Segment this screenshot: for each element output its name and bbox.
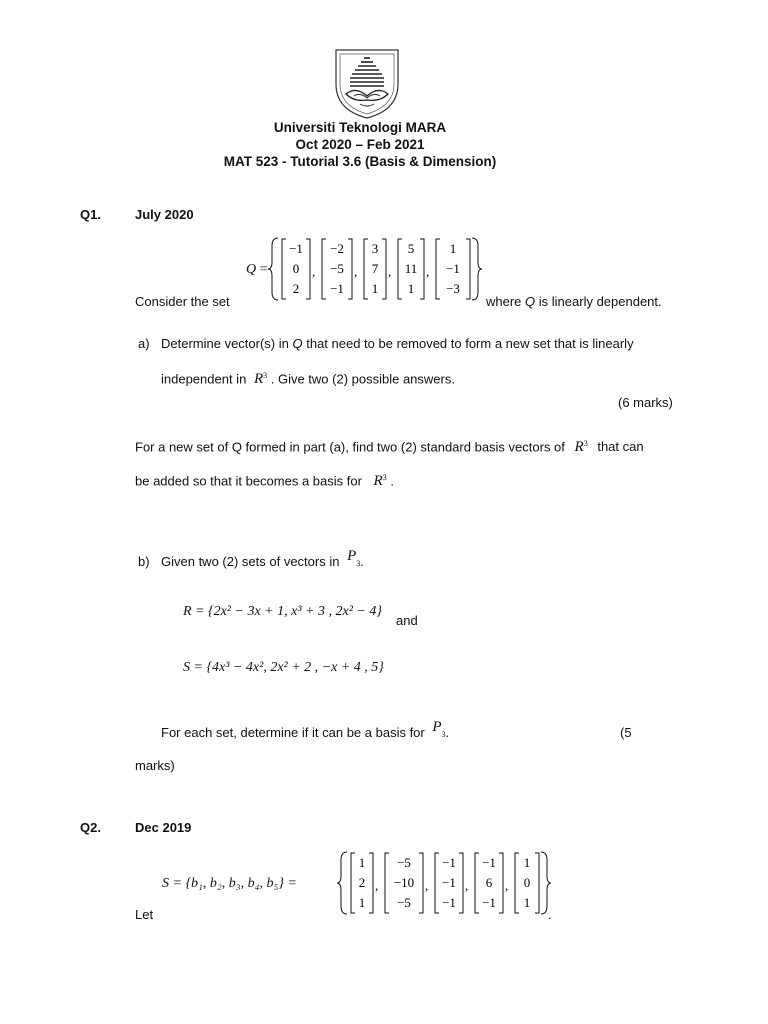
- q1-vector-open-brace: [268, 238, 278, 300]
- q2-vector-entry: −1: [442, 855, 456, 870]
- q2-vector-bracket-left: [351, 853, 355, 913]
- q2-source: Dec 2019: [135, 820, 192, 835]
- q1a-label: a): [138, 336, 150, 351]
- q1-vector-comma: ,: [388, 264, 392, 279]
- q2-vector-entry: −1: [442, 895, 456, 910]
- q1-vector-bracket-left: [322, 239, 326, 299]
- q2-vector-entry: −1: [482, 855, 496, 870]
- q1-vector-entry: −1: [330, 281, 344, 296]
- q1a-line1: Determine vector(s) in Q that need to be removed to form a new set that is linearly: [161, 336, 634, 351]
- q1-para-line1: For a new set of Q formed in part (a), find two (2) standard basis vectors of $R^3$ that can: [135, 439, 644, 456]
- r3-symbol: R: [253, 371, 264, 388]
- q1-vector-entry: −2: [330, 241, 344, 256]
- q2-end: .: [548, 907, 552, 922]
- q1-vector-comma: ,: [354, 264, 358, 279]
- q1-vector-entry: 1: [371, 281, 379, 296]
- q2-vector-entry: 0: [523, 875, 531, 890]
- and-text: and: [396, 613, 418, 628]
- q1-vector-entry: −5: [330, 261, 344, 276]
- q1-vector-entry: 11: [404, 261, 418, 276]
- q2-vector-entry: 1: [358, 895, 366, 910]
- q2-vector-comma: ,: [465, 878, 469, 893]
- q1-vector-bracket-right: [306, 239, 310, 299]
- q2-vector-bracket-left: [435, 853, 439, 913]
- q1-vector-entry: −3: [446, 281, 460, 296]
- q2-vector-entry: −1: [482, 895, 496, 910]
- q2-vector-entry: 1: [523, 855, 531, 870]
- q1-vector-entry: 1: [449, 241, 457, 256]
- semester-title: Oct 2020 – Feb 2021: [295, 137, 425, 152]
- q1-vector-comma: ,: [312, 264, 316, 279]
- q1-vector-bracket-right: [420, 239, 424, 299]
- q2-vector-entry: −1: [442, 875, 456, 890]
- q2-vector-entry: 1: [523, 895, 531, 910]
- q2-vector-entry: −5: [397, 895, 411, 910]
- q1b-label: b): [138, 554, 150, 569]
- university-title: Universiti Teknologi MARA: [273, 120, 447, 135]
- r-set: R = {2x² − 3x + 1, x³ + 3 , 2x² − 4}: [183, 604, 382, 619]
- q2-vector-set: [337, 850, 551, 916]
- q2-vector-open-brace: [337, 852, 347, 914]
- q2-vector-comma: ,: [425, 878, 429, 893]
- q1-vector-bracket-left: [364, 239, 368, 299]
- q1-vector-set: [268, 236, 490, 302]
- q1-vector-comma: ,: [426, 264, 430, 279]
- q1-vector-entry: −1: [446, 261, 460, 276]
- q1-vector-entry: 5: [407, 241, 415, 256]
- q2-vector-entry: 2: [358, 875, 366, 890]
- q1-vector-bracket-right: [466, 239, 470, 299]
- q2-vector-entry: −5: [397, 855, 411, 870]
- q1-source: July 2020: [135, 207, 194, 222]
- q1-vector-bracket-right: [382, 239, 386, 299]
- q1-vector-entry: −1: [289, 241, 303, 256]
- q1-vector-bracket-left: [282, 239, 286, 299]
- q1a-line2: independent in $R^3$ . Give two (2) possible answers.: [161, 371, 455, 388]
- q2-vector-close-brace: [541, 852, 551, 914]
- q1-vector-bracket-left: [398, 239, 402, 299]
- q1b-each: For each set, determine if it can be a basis for $P_3$.: [161, 719, 450, 740]
- q2-vector-comma: ,: [505, 878, 509, 893]
- q1-vector-entry: 3: [371, 241, 379, 256]
- q2-vector-bracket-left: [385, 853, 389, 913]
- q1-vector-entry: 0: [292, 261, 300, 276]
- q2-vector-entry: 6: [485, 875, 493, 890]
- q1b-marks-1: (5: [620, 725, 632, 740]
- q2-number: Q2.: [80, 820, 101, 835]
- q1-number: Q1.: [80, 207, 101, 222]
- q2-vector-bracket-right: [369, 853, 373, 913]
- q2-vector-bracket-left: [515, 853, 519, 913]
- q1-consider-text: Consider the set: [135, 294, 230, 309]
- q2-vector-bracket-right: [499, 853, 503, 913]
- q1-vector-close-brace: [472, 238, 482, 300]
- q1-vector-entry: 1: [407, 281, 415, 296]
- q2-vector-entry: 1: [358, 855, 366, 870]
- q2-vector-comma: ,: [375, 878, 379, 893]
- q2-set-lhs: S = {b₁, b₂, b₃, b₄, b₅} =: [162, 876, 297, 891]
- q2-vector-bracket-right: [535, 853, 539, 913]
- s-set: S = {4x³ − 4x², 2x² + 2 , −x + 4 , 5}: [183, 660, 384, 675]
- p3-symbol: P: [347, 548, 357, 564]
- q2-vector-bracket-left: [475, 853, 479, 913]
- q1-set-label: Q =: [246, 262, 268, 277]
- course-title: MAT 523 - Tutorial 3.6 (Basis & Dimension): [223, 154, 497, 169]
- q1b-text: Given two (2) sets of vectors in $P_3$.: [161, 548, 364, 569]
- q2-vector-entry: −10: [393, 875, 415, 890]
- q1-vector-entry: 2: [292, 281, 300, 296]
- q2-vector-bracket-right: [459, 853, 463, 913]
- q2-let: Let: [135, 907, 154, 922]
- q2-vector-bracket-right: [419, 853, 423, 913]
- q1a-marks: (6 marks): [618, 395, 673, 410]
- q1-where-text: where Q is linearly dependent.: [486, 294, 662, 309]
- q1-vector-bracket-right: [348, 239, 352, 299]
- q1-para-line2: be added so that it becomes a basis for $R^3$ .: [135, 473, 394, 490]
- q1b-marks-2: marks): [135, 758, 175, 773]
- q1-vector-entry: 7: [371, 261, 379, 276]
- q1-vector-bracket-left: [436, 239, 440, 299]
- uitm-logo: [330, 44, 404, 120]
